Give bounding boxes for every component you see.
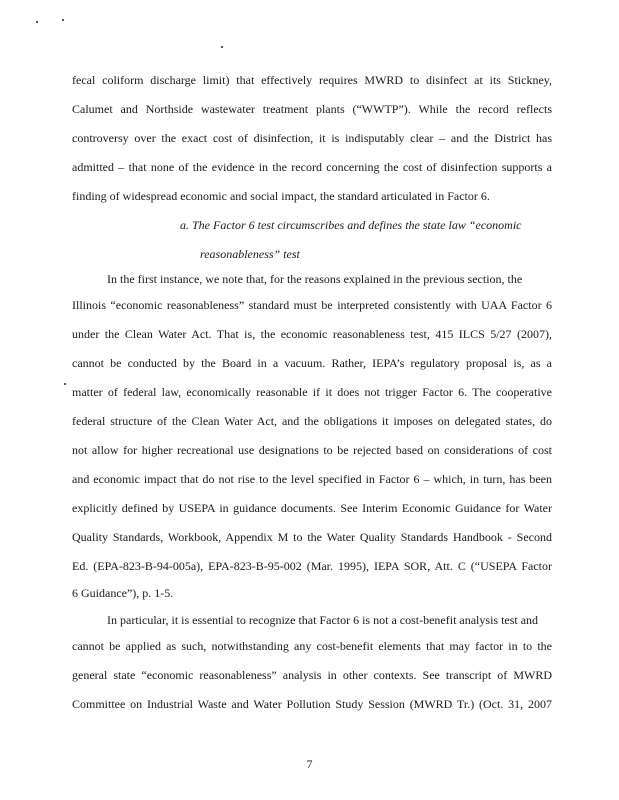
body-line: explicitly defined by USEPA in guidance documents. See Interim Economic Guidance for Water: [72, 501, 552, 515]
body-line: 6 Guidance”), p. 1-5.: [72, 586, 174, 600]
body-line: federal structure of the Clean Water Act, and the obligations it imposes on delegated states, do: [72, 414, 552, 428]
page-number: 7: [306, 757, 313, 771]
body-line: Ed. (EPA-823-B-94-005a), EPA-823-B-95-002 (Mar. 1995), IEPA SOR, Att. C (“USEPA Factor: [72, 559, 552, 573]
body-line: matter of federal law, economically reasonable if it does not trigger Factor 6. The cooperative: [72, 385, 552, 399]
body-line: finding of widespread economic and social impact, the standard articulated in Factor 6.: [72, 189, 490, 203]
scan-speck: [221, 46, 223, 48]
body-line: Illinois “economic reasonableness” standard must be interpreted consistently with UAA Factor 6: [72, 298, 552, 312]
body-line: controversy over the exact cost of disinfection, it is indisputably clear – and the District has: [72, 131, 552, 145]
body-line: under the Clean Water Act. That is, the economic reasonableness test, 415 ILCS 5/27 (2007),: [72, 327, 552, 341]
body-line: fecal coliform discharge limit) that effectively requires MWRD to disinfect at its Stickney,: [72, 73, 552, 87]
body-line: admitted – that none of the evidence in the record concerning the cost of disinfection supports a: [72, 160, 552, 174]
body-line: In the first instance, we note that, for the reasons explained in the previous section, the: [107, 272, 523, 286]
body-line: Committee on Industrial Waste and Water Pollution Study Session (MWRD Tr.) (Oct. 31, 2007: [72, 697, 552, 711]
body-line: and economic impact that do not rise to the level specified in Factor 6 – which, in turn, has been: [72, 472, 552, 486]
body-line: Calumet and Northside wastewater treatment plants (“WWTP”). While the record reflects: [72, 102, 552, 116]
body-line: In particular, it is essential to recognize that Factor 6 is not a cost-benefit analysis test and: [107, 613, 539, 627]
section-heading: a. The Factor 6 test circumscribes and defines the state law “economic: [180, 218, 522, 232]
body-line: cannot be conducted by the Board in a vacuum. Rather, IEPA’s regulatory proposal is, as a: [72, 356, 552, 370]
scan-speck: [62, 19, 64, 21]
body-line: Quality Standards, Workbook, Appendix M to the Water Quality Standards Handbook - Second: [72, 530, 552, 544]
scan-speck: [64, 383, 66, 385]
body-line: general state “economic reasonableness” analysis in other contexts. See transcript of MWRD: [72, 668, 552, 682]
body-line: not allow for higher recreational use designations to be rejected based on considerations of cost: [72, 443, 552, 457]
scan-speck: [36, 21, 38, 23]
section-heading: reasonableness” test: [200, 247, 300, 261]
body-line: cannot be applied as such, notwithstanding any cost-benefit elements that may factor in to the: [72, 639, 552, 653]
